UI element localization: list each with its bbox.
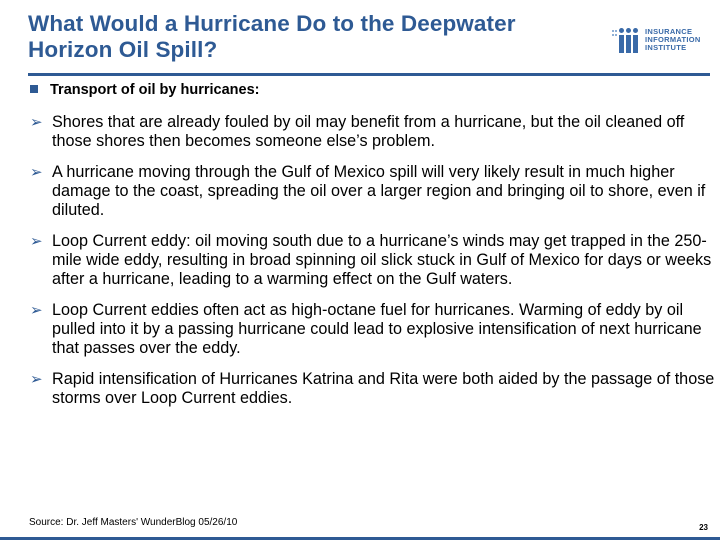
arrow-bullet-icon: ➢ bbox=[30, 113, 43, 131]
square-bullet-icon bbox=[30, 85, 38, 93]
bullet-text: Loop Current eddy: oil moving south due to a hurricane’s winds may get trapped in the 250-mile wide eddy, resulting in broad spinning oil slick stuck in Gulf of Mexico for days or weeks after a hurricane, leading to a warming effect on the Gulf waters. bbox=[52, 232, 712, 288]
arrow-bullet-icon: ➢ bbox=[30, 370, 43, 388]
logo-line-1: INSURANCE bbox=[645, 27, 693, 36]
logo-line-2: INFORMATION bbox=[645, 35, 701, 45]
bullet-text: Loop Current eddies often act as high-octane fuel for hurricanes. Warming of eddy by oil pulled into it by a passing hurricane could lead to explosive intensification of next hurricane that passes over the eddy. bbox=[52, 301, 702, 357]
bullet-item bbox=[30, 163, 715, 220]
section-heading-text: Transport of oil by hurricanes: bbox=[50, 82, 260, 98]
logo-text bbox=[645, 28, 701, 53]
arrow-bullet-icon: ➢ bbox=[30, 163, 43, 181]
bullet-item bbox=[30, 301, 715, 358]
source-citation: Source: Dr. Jeff Masters' WunderBlog 05/26/10 bbox=[29, 517, 238, 528]
arrow-bullet-icon: ➢ bbox=[30, 301, 43, 319]
bullet-list bbox=[30, 113, 715, 420]
title-divider bbox=[28, 73, 710, 76]
iii-logo bbox=[612, 25, 712, 59]
bullet-text: Shores that are already fouled by oil may benefit from a hurricane, but the oil cleaned off those shores then becomes someone else’s problem. bbox=[52, 113, 685, 150]
bullet-item bbox=[30, 113, 715, 151]
bullet-text: A hurricane moving through the Gulf of Mexico spill will very likely result in much higher damage to the coast, spreading the oil over a larger region and bringing oil to shore, even if diluted. bbox=[52, 163, 706, 219]
section-heading bbox=[30, 82, 259, 98]
logo-line-3: INSTITUTE bbox=[645, 43, 687, 53]
bullet-text: Rapid intensification of Hurricanes Katrina and Rita were both aided by the passage of those storms over Loop Current eddies. bbox=[52, 370, 715, 407]
iii-logo-icon bbox=[612, 28, 642, 54]
slide-title: What Would a Hurricane Do to the Deepwater Horizon Oil Spill? bbox=[28, 11, 516, 62]
bullet-item bbox=[30, 232, 715, 289]
arrow-bullet-icon: ➢ bbox=[30, 232, 43, 250]
page-number: 23 bbox=[699, 523, 708, 532]
bullet-item bbox=[30, 370, 715, 408]
